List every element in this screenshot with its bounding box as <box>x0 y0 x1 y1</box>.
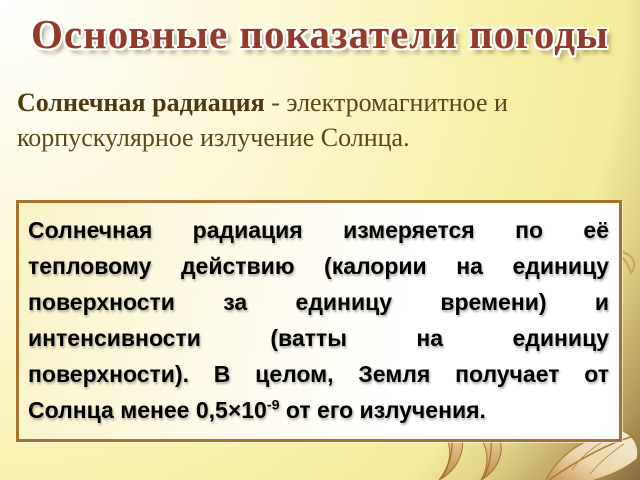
definition-term: Солнечная радиация <box>17 88 265 117</box>
superscript-exponent: -9 <box>266 397 280 414</box>
body-line: интенсивности (ватты на единицу <box>28 325 609 351</box>
leaf-curl-icon <box>621 252 634 273</box>
last-line-suffix: от его излучения. <box>279 397 486 423</box>
body-line: Солнечная радиация измеряется по её <box>28 217 609 243</box>
body-line: тепловому действию (калории на единицу <box>28 253 609 279</box>
last-line-prefix: Солнца менее 0,5×10 <box>28 397 267 423</box>
body-line: поверхности за единицу времени) и <box>28 289 609 315</box>
body-line-last <box>28 392 609 428</box>
body-line: поверхности). В целом, Земля получает от <box>28 361 609 387</box>
slide-title: Основные показатели погоды <box>31 11 609 57</box>
body-textbox <box>16 200 622 442</box>
definition-paragraph <box>17 86 609 155</box>
definition-rest: - электромагнитное и корпускулярное излучение Солнца. <box>17 88 508 152</box>
